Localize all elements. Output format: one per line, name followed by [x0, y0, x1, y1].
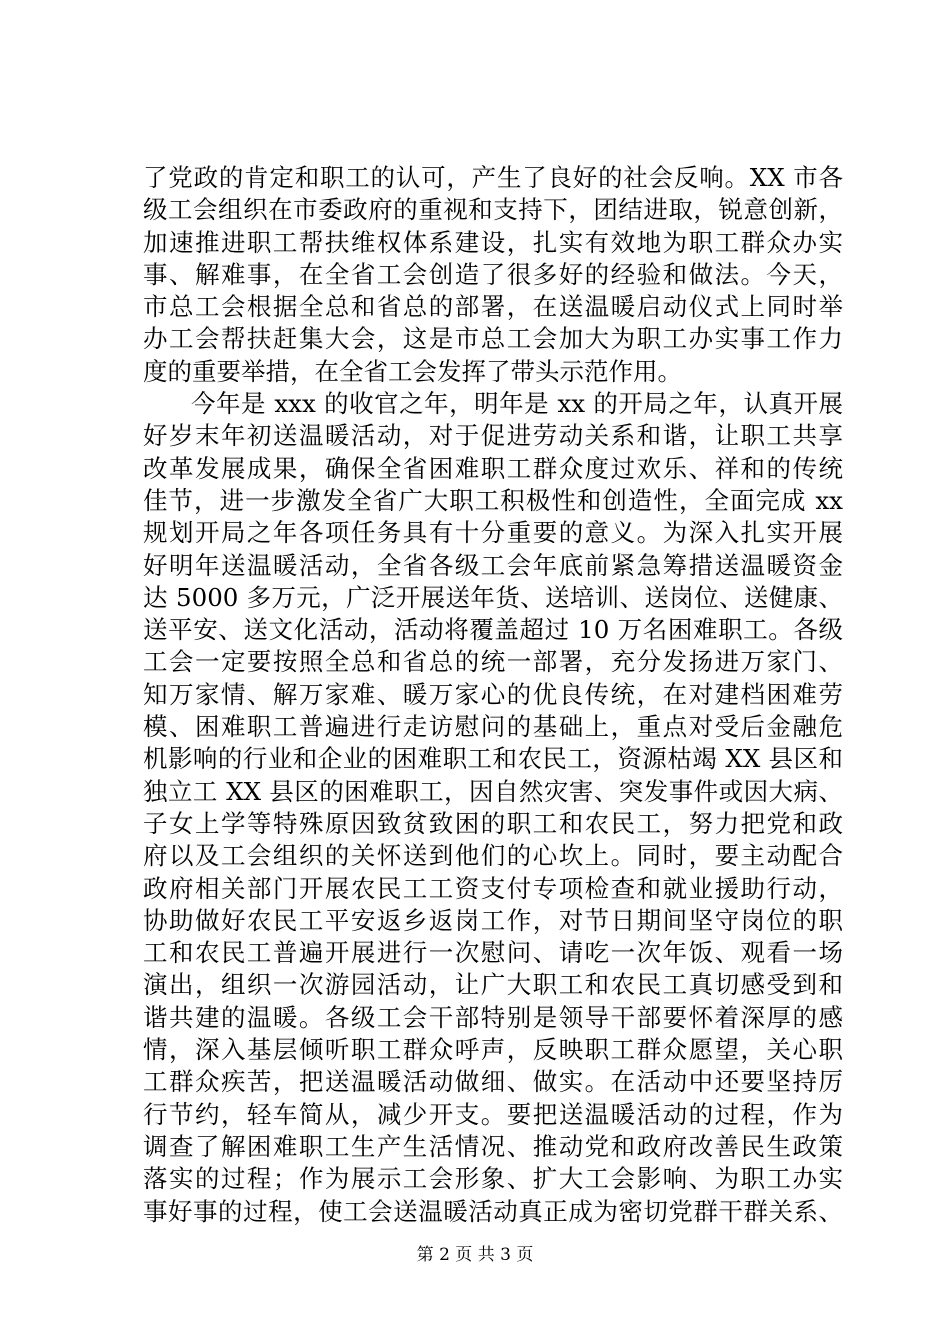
body-text	[143, 162, 843, 1228]
text-line: 行节约，轻车简从，减少开支。要把送温暖活动的过程，作为	[143, 1099, 843, 1129]
paragraph-first-line: 今年是 xxx 的收官之年，明年是 xx 的开局之年，认真开展	[191, 389, 843, 419]
text-line: 落实的过程；作为展示工会形象、扩大工会影响、为职工办实	[143, 1164, 843, 1194]
text-line: 子女上学等特殊原因致贫致困的职工和农民工，努力把党和政	[143, 808, 843, 838]
text-line: 事好事的过程，使工会送温暖活动真正成为密切党群干群关系、	[143, 1196, 843, 1226]
text-line: 知万家情、解万家难、暖万家心的优良传统，在对建档困难劳	[143, 679, 843, 709]
text-line: 好明年送温暖活动，全省各级工会年底前紧急筹措送温暖资金	[143, 550, 843, 580]
text-line: 情，深入基层倾听职工群众呼声，反映职工群众愿望，关心职	[143, 1035, 843, 1065]
text-line: 调查了解困难职工生产生活情况、推动党和政府改善民生政策	[143, 1131, 843, 1161]
text-line: 改革发展成果，确保全省困难职工群众度过欢乐、祥和的传统	[143, 453, 843, 483]
text-line: 规划开局之年各项任务具有十分重要的意义。为深入扎实开展	[143, 518, 843, 548]
text-line: 模、困难职工普遍进行走访慰问的基础上，重点对受后金融危	[143, 712, 843, 742]
text-line: 工和农民工普遍开展进行一次慰问、请吃一次年饭、观看一场	[143, 938, 843, 968]
text-line: 谐共建的温暖。各级工会干部特别是领导干部要怀着深厚的感	[143, 1002, 843, 1032]
text-line: 协助做好农民工平安返乡返岗工作，对节日期间坚守岗位的职	[143, 905, 843, 935]
text-line: 达 5000 多万元，广泛开展送年货、送培训、送岗位、送健康、	[143, 582, 843, 612]
text-line: 工会一定要按照全总和省总的统一部署，充分发扬进万家门、	[143, 647, 843, 677]
text-line: 市总工会根据全总和省总的部署，在送温暖启动仪式上同时举	[143, 292, 843, 322]
text-line: 加速推进职工帮扶维权体系建设，扎实有效地为职工群众办实	[143, 227, 843, 257]
text-line: 工群众疾苦，把送温暖活动做细、做实。在活动中还要坚持厉	[143, 1067, 843, 1097]
text-line: 度的重要举措，在全省工会发挥了带头示范作用。	[143, 356, 682, 386]
text-line: 独立工 XX 县区的困难职工，因自然灾害、突发事件或因大病、	[143, 776, 843, 806]
text-line: 演出，组织一次游园活动，让广大职工和农民工真切感受到和	[143, 970, 843, 1000]
text-line: 级工会组织在市委政府的重视和支持下，团结进取，锐意创新，	[143, 195, 843, 225]
page-footer: 第 2 页 共 3 页	[416, 1245, 534, 1265]
text-line: 佳节，进一步激发全省广大职工积极性和创造性，全面完成 xx	[143, 485, 843, 515]
text-line: 办工会帮扶赶集大会，这是市总工会加大为职工办实事工作力	[143, 324, 843, 354]
text-line: 府以及工会组织的关怀送到他们的心坎上。同时，要主动配合	[143, 841, 843, 871]
text-line: 事、解难事，在全省工会创造了很多好的经验和做法。今天，	[143, 259, 843, 289]
text-line: 了党政的肯定和职工的认可，产生了良好的社会反响。XX 市各	[143, 163, 843, 192]
text-line: 好岁末年初送温暖活动，对于促进劳动关系和谐，让职工共享	[143, 421, 843, 451]
text-line: 送平安、送文化活动，活动将覆盖超过 10 万名困难职工。各级	[143, 615, 843, 645]
text-line: 政府相关部门开展农民工工资支付专项检查和就业援助行动，	[143, 873, 843, 903]
text-line: 机影响的行业和企业的困难职工和农民工，资源枯竭 XX 县区和	[143, 744, 843, 774]
